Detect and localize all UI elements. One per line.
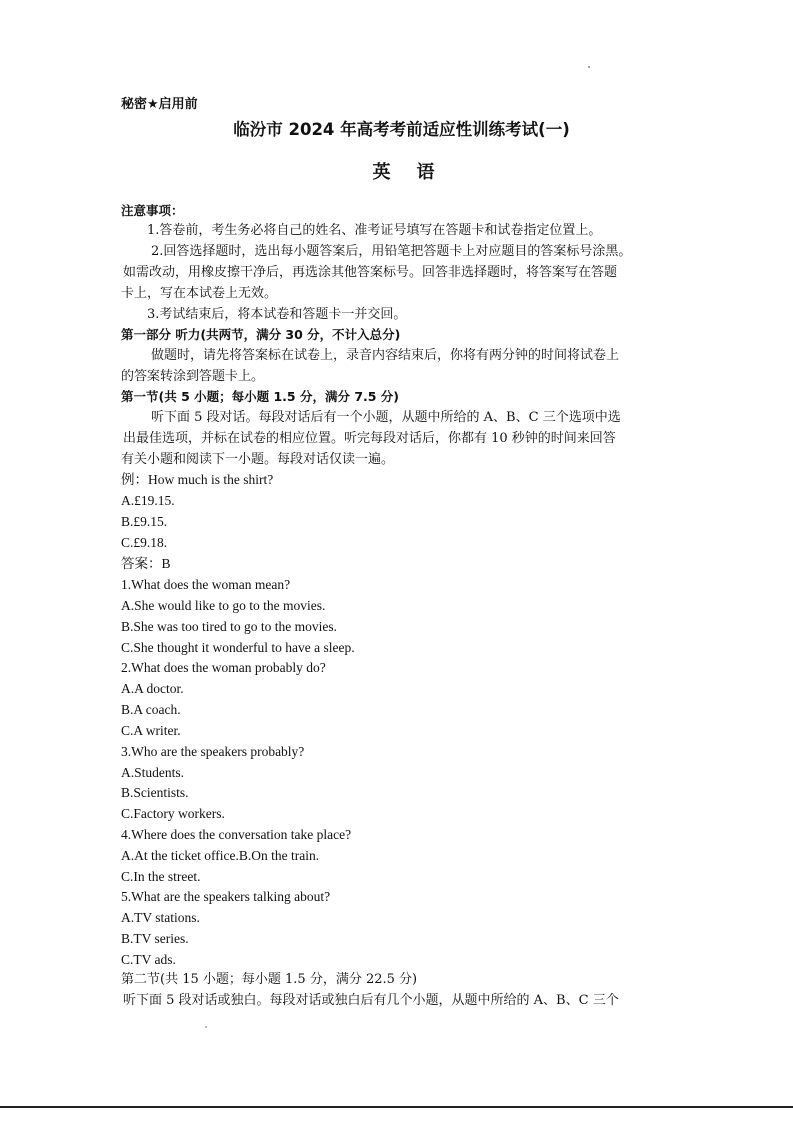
- q1-option-b: B.She was too tired to go to the movies.: [121, 619, 337, 634]
- section1-heading: 第一节(共 5 小题；每小题 1.5 分，满分 7.5 分): [121, 389, 400, 404]
- q3-option-c: C.Factory workers.: [121, 806, 225, 821]
- notes-heading: 注意事项：: [121, 203, 184, 218]
- note-item-2-line-3: 卡上，写在本试卷上无效。: [121, 286, 278, 301]
- q4-stem: 4.Where does the conversation take place?: [121, 827, 352, 842]
- secret-label: 秘密★启用前: [121, 97, 198, 112]
- section1-intro-line-2: 出最佳选项，并标在试卷的相应位置。听完每段对话后，你都有 10 秒钟的时间来回答: [123, 431, 616, 446]
- example-option-c: C.£9.18.: [121, 535, 168, 550]
- q5-option-a: A.TV stations.: [121, 910, 200, 925]
- q5-stem: 5.What are the speakers talking about?: [121, 889, 331, 904]
- q4-option-ab: A.At the ticket office.B.On the train.: [121, 848, 320, 863]
- note-item-2-line-1: 2.回答选择题时，选出每小题答案后，用铅笔把答题卡上对应题目的答案标号涂黑。: [151, 244, 632, 259]
- q2-option-c: C.A writer.: [121, 723, 181, 738]
- scan-speck-lower: [205, 1026, 207, 1028]
- page-bottom-rule: [0, 1106, 793, 1108]
- q2-option-a: A.A doctor.: [121, 681, 184, 696]
- part1-heading: 第一部分 听力(共两节，满分 30 分，不计入总分): [121, 327, 401, 342]
- q2-option-b: B.A coach.: [121, 702, 181, 717]
- section2-heading: 第二节(共 15 小题；每小题 1.5 分，满分 22.5 分): [121, 972, 418, 987]
- q3-option-a: A.Students.: [121, 765, 185, 780]
- q1-option-a: A.She would like to go to the movies.: [121, 598, 326, 613]
- q1-stem: 1.What does the woman mean?: [121, 577, 291, 592]
- q2-stem: 2.What does the woman probably do?: [121, 660, 326, 675]
- part1-intro-line-2: 的答案转涂到答题卡上。: [121, 369, 265, 384]
- q5-option-b: B.TV series.: [121, 931, 189, 946]
- q1-option-c: C.She thought it wonderful to have a sleep.: [121, 640, 355, 655]
- subject-title: 英语: [372, 162, 461, 183]
- q3-stem: 3.Who are the speakers probably?: [121, 744, 305, 759]
- example-answer: 答案：B: [121, 556, 171, 571]
- example-option-a: A.£19.15.: [121, 493, 175, 508]
- exam-title: 临汾市 2024 年高考考前适应性训练考试(一): [233, 120, 570, 139]
- note-item-3: 3.考试结束后，将本试卷和答题卡一并交回。: [147, 307, 407, 322]
- q4-option-c: C.In the street.: [121, 869, 201, 884]
- section1-intro-line-1: 听下面 5 段对话。每段对话后有一个小题，从题中所给的 A、B、C 三个选项中选: [151, 410, 621, 425]
- part1-intro-line-1: 做题时，请先将答案标在试卷上，录音内容结束后，你将有两分钟的时间将试卷上: [151, 348, 620, 363]
- q3-option-b: B.Scientists.: [121, 785, 189, 800]
- example-option-b: B.£9.15.: [121, 514, 168, 529]
- note-item-1: 1.答卷前，考生务必将自己的姓名、准考证号填写在答题卡和试卷指定位置上。: [147, 223, 602, 238]
- note-item-2-line-2: 如需改动，用橡皮擦干净后，再选涂其他答案标号。回答非选择题时，将答案写在答题: [123, 265, 618, 280]
- section1-intro-line-3: 有关小题和阅读下一小题。每段对话仅读一遍。: [121, 452, 395, 467]
- section2-intro-line-1: 听下面 5 段对话或独白。每段对话或独白后有几个小题，从题中所给的 A、B、C 三个: [123, 993, 619, 1008]
- q5-option-c: C.TV ads.: [121, 952, 176, 967]
- example-question: 例：How much is the shirt?: [121, 472, 274, 487]
- scan-speck: [588, 66, 590, 68]
